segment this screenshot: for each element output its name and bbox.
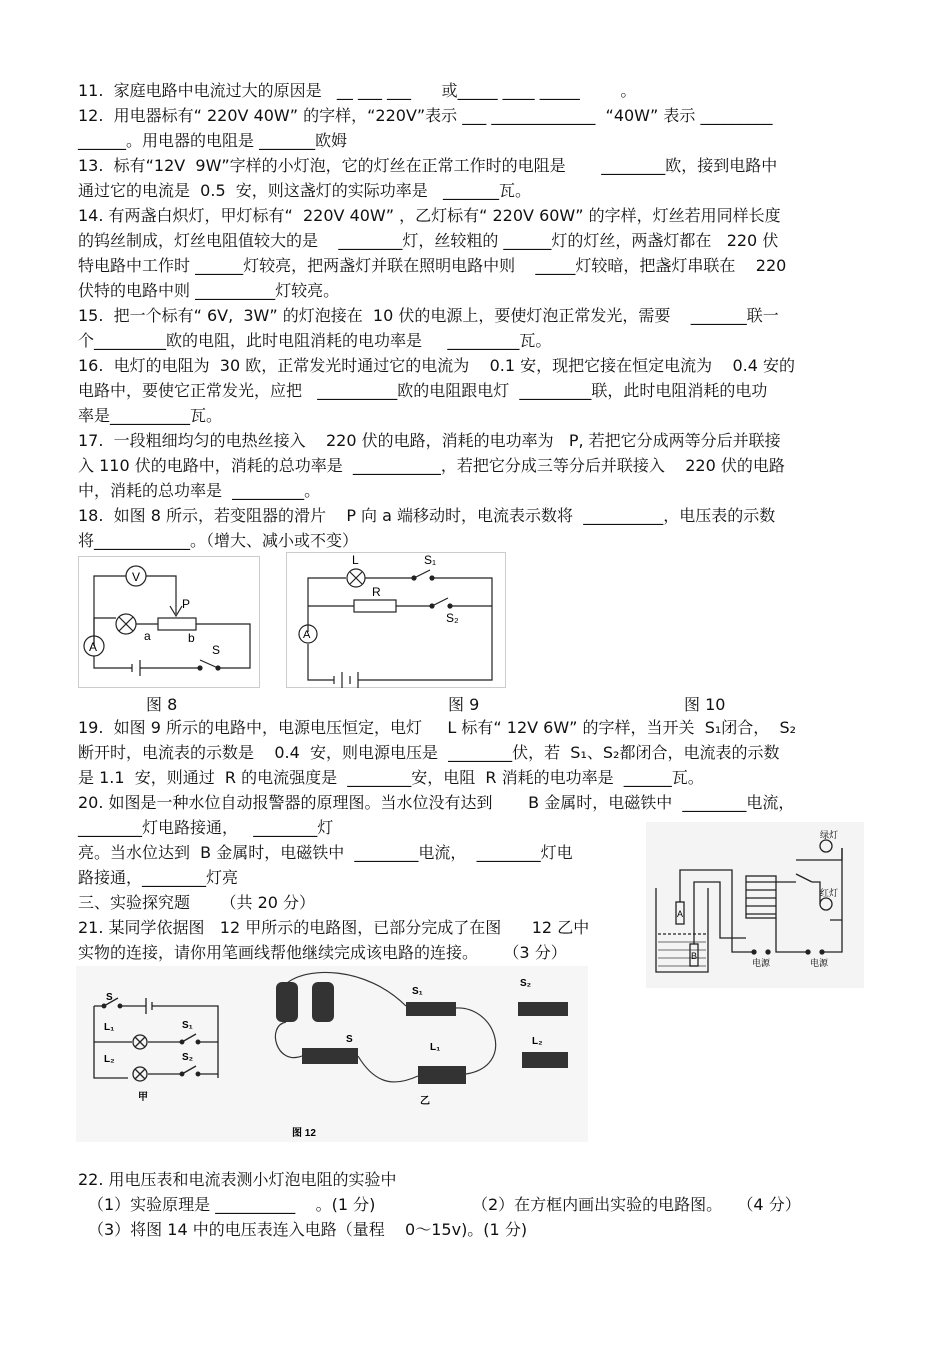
fig10-source1-label: 电源 — [752, 958, 771, 968]
line-q15b: 个_________欧的电阻，此时电阻消耗的电功率是 _________瓦。 — [78, 331, 552, 350]
fig8-voltmeter-label: V — [132, 570, 141, 584]
fig9-caption: 图 9 — [448, 695, 480, 714]
fig9-switch1-label: S₁ — [424, 553, 437, 567]
fig12-s1-physical-label: S₁ — [412, 986, 423, 997]
line-q22-title: 22. 用电压表和电流表测小灯泡电阻的实验中 — [78, 1170, 397, 1189]
fig10-red-lamp-label: 红灯 — [820, 888, 839, 898]
line-q19b: 断开时，电流表的示数是 0.4 安，则电源电压是 ________伏，若 S₁、S₂都闭合，电流表的示数 — [78, 743, 780, 762]
line-q17a: 17. 一段粗细均匀的电热丝接入 220 伏的电路，消耗的电功率为 P, 若把它分成两等分后并联接 — [78, 431, 781, 450]
line-q21b: 实物的连接，请你用笔画线帮他继续完成该电路的连接。 （3 分） — [78, 943, 567, 962]
fig12-l1-label: L₁ — [104, 1022, 115, 1033]
line-q18b: 将____________。（增大、减小或不变） — [78, 531, 359, 550]
fig10-green-lamp-label: 绿灯 — [820, 830, 839, 840]
fig12-l2-label: L₂ — [104, 1054, 115, 1065]
fig12-s2-label: S₂ — [182, 1052, 194, 1063]
line-q14c: 特电路中工作时 ______灯较亮，把两盏灯并联在照明电路中则 _____灯较暗，把盏灯串联在 220 — [78, 256, 787, 275]
line-q16c: 率是__________瓦。 — [78, 406, 223, 425]
line-q20a: 20. 如图是一种水位自动报警器的原理图。当水位没有达到 B 金属时，电磁铁中 ________电流， — [78, 793, 795, 812]
section-heading-3: 三、实验探究题 （共 20 分） — [78, 893, 316, 912]
line-q19a: 19. 如图 9 所示的电路中，电源电压恒定，电灯 L 标有“ 12V 6W” 的字样，当开关 S₁闭合， S₂ — [78, 718, 797, 737]
fig12-l2-physical-label: L₂ — [532, 1036, 543, 1047]
fig12-jia-label: 甲 — [138, 1092, 148, 1103]
line-q14d: 伏特的电路中则 __________灯较亮。 — [78, 281, 340, 300]
fig9-ammeter-label: A — [303, 629, 311, 641]
figure-8-circuit — [78, 556, 260, 688]
line-q18a: 18. 如图 8 所示，若变阻器的滑片 P 向 a 端移动时，电流表示数将 __________，电压表的示数 — [78, 506, 776, 525]
line-q22-parts12: （1）实验原理是 __________ 。(1 分) （2）在方框内画出实验的电路图。 （4 分） — [88, 1195, 801, 1214]
line-q17b: 入 110 伏的电路中，消耗的总功率是 ___________，若把它分成三等分后并联接入 220 伏的电路 — [78, 456, 785, 475]
fig12-s-physical-label: S — [346, 1034, 353, 1045]
line-q21a: 21. 某同学依据图 12 甲所示的电路图，已部分完成了在图 12 乙中 — [78, 918, 590, 937]
line-q11: 11. 家庭电路中电流过大的原因是 __ ___ ___ 或_____ ____ _____ 。 — [78, 81, 637, 100]
fig10-source2-label: 电源 — [810, 958, 829, 968]
line-q16b: 电路中，要使它正常发光，应把 __________欧的电阻跟电灯 _________联，此时电阻消耗的电功 — [78, 381, 768, 400]
line-q15a: 15. 把一个标有“ 6V, 3W” 的灯泡接在 10 伏的电源上，要使灯泡正常发光，需要 _______联一 — [78, 306, 779, 325]
fig12-l1-physical-label: L₁ — [430, 1042, 441, 1053]
line-q13a: 13. 标有“12V 9W”字样的小灯泡，它的灯丝在正常工作时的电阻是 ________欧，接到电路中 — [78, 156, 778, 175]
fig8-slider-label: P — [182, 597, 191, 611]
fig12-caption: 图 12 — [292, 1128, 316, 1139]
fig9-switch2-label: S₂ — [446, 611, 459, 625]
line-q22-part3: （3）将图 14 中的电压表连入电路（量程 0～15v)。(1 分) — [88, 1220, 528, 1239]
fig8-switch-label: S — [212, 643, 221, 657]
line-q14b: 的钨丝制成，灯丝电阻值较大的是 ________灯，丝较粗的 ______灯的灯丝，两盏灯都在 220 伏 — [78, 231, 779, 250]
line-q16a: 16. 电灯的电阻为 30 欧，正常发光时通过它的电流为 0.1 安，现把它接在恒定电流为 0.4 安的 — [78, 356, 795, 375]
line-q20c: 亮。当水位达到 B 金属时，电磁铁中 ________电流， ________灯电 — [78, 843, 573, 862]
fig9-lamp-label: L — [352, 553, 359, 567]
figure-10-water-alarm — [646, 822, 864, 988]
line-q19c: 是 1.1 安，则通过 R 的电流强度是 ________安，电阻 R 消耗的电功率是 ______瓦。 — [78, 768, 704, 787]
fig12-s1-label: S₁ — [182, 1020, 193, 1031]
fig12-s2-physical-label: S₂ — [520, 978, 532, 989]
figure-9-circuit — [286, 552, 506, 688]
fig8-terminal-a: a — [144, 629, 151, 643]
fig10-metal-a: A — [677, 909, 684, 919]
figure-12-circuit — [76, 966, 588, 1142]
fig9-resistor-label: R — [372, 585, 381, 599]
fig10-metal-b: B — [691, 951, 698, 961]
line-q20d: 路接通，________灯亮 — [78, 868, 239, 887]
fig10-caption: 图 10 — [684, 695, 726, 714]
fig12-yi-label: 乙 — [420, 1096, 430, 1107]
line-q12b: ______。用电器的电阻是 _______欧姆 — [78, 131, 348, 150]
line-q20b: ________灯电路接通， ________灯 — [78, 818, 334, 837]
line-q17c: 中，消耗的总功率是 _________。 — [78, 481, 321, 500]
fig12-s-label: S — [106, 992, 113, 1003]
fig8-ammeter-label: A — [89, 640, 98, 654]
fig8-terminal-b: b — [188, 631, 195, 645]
fig8-caption: 图 8 — [146, 695, 178, 714]
line-q14a: 14. 有两盏白炽灯，甲灯标有“ 220V 40W” ，乙灯标有“ 220V 60W” 的字样，灯丝若用同样长度 — [78, 206, 781, 225]
line-q13b: 通过它的电流是 0.5 安，则这盏灯的实际功率是 _______瓦。 — [78, 181, 532, 200]
line-q12a: 12. 用电器标有“ 220V 40W” 的字样，“220V”表示 ___ _____________ “40W” 表示 _________ — [78, 106, 773, 125]
